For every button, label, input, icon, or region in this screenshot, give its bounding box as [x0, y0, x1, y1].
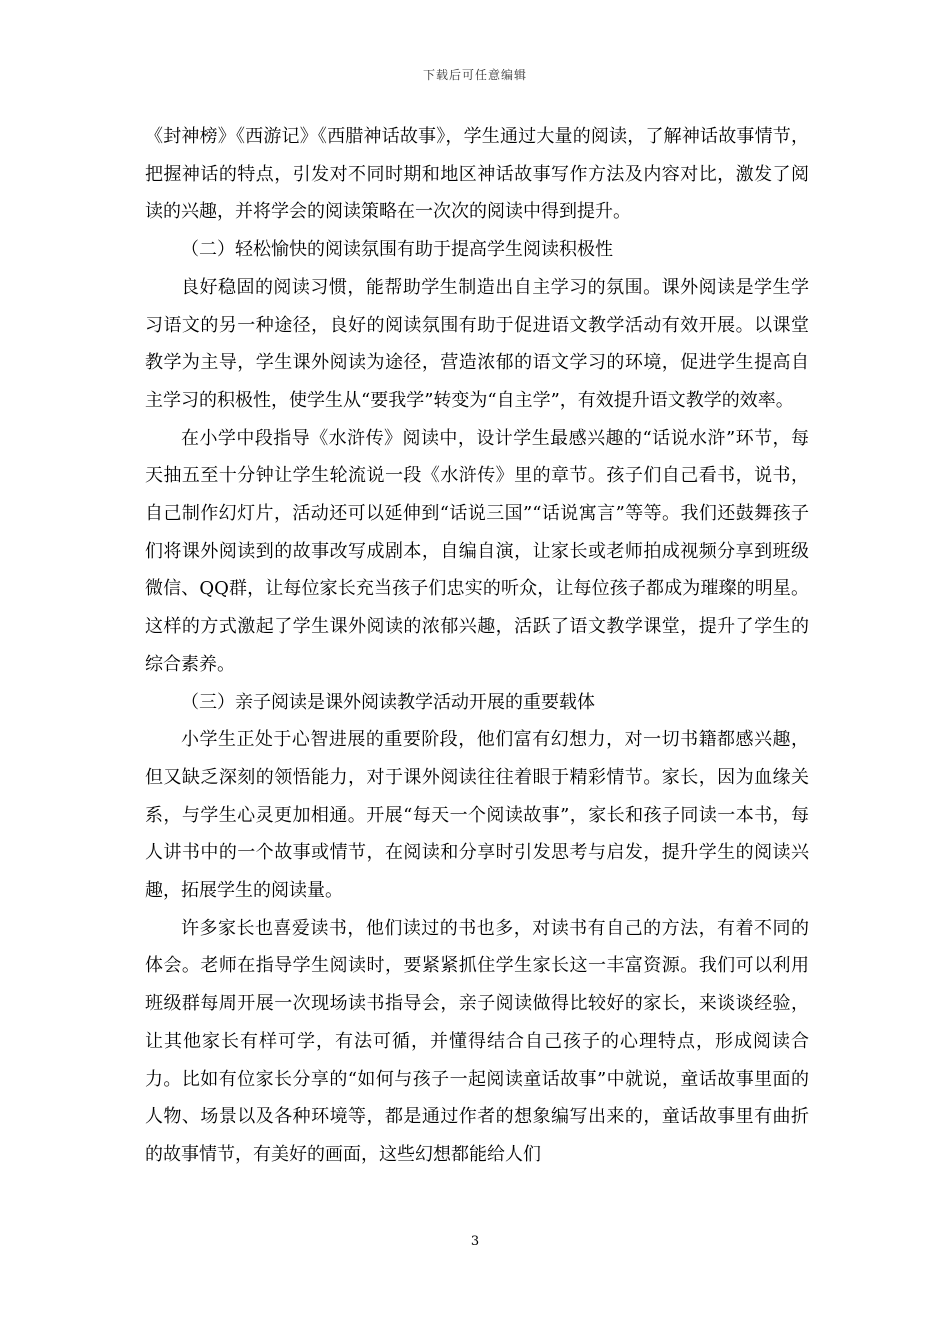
page-number: 3	[470, 1234, 480, 1249]
paragraph-continuation: 《封神榜》《西游记》《西腊神话故事》，学生通过大量的阅读，了解神话故事情节，把握神话的特点，引发对不同时期和地区神话故事写作方法及内容对比，激发了阅读的兴趣，并将学会的阅读策略在一次次的阅读中得到提升。	[145, 126, 809, 223]
section-heading-2: （二）轻松愉快的阅读氛围有助于提高学生阅读积极性	[181, 239, 613, 261]
document-body	[145, 118, 809, 1174]
page-header: 下载后可任意编辑	[422, 68, 527, 82]
paragraph: 良好稳固的阅读习惯，能帮助学生制造出自主学习的氛围。课外阅读是学生学习语文的另一种途径，良好的阅读氛围有助于促进语文教学活动有效开展。以课堂教学为主导，学生课外阅读为途径，营造浓郁的语文学习的环境，促进学生提高自主学习的积极性，使学生从“要我学”转变为“自主学”，有效提升语文教学的效率。	[145, 276, 809, 411]
paragraph: 许多家长也喜爱读书，他们读过的书也多，对读书有自己的方法，有着不同的体会。老师在指导学生阅读时，要紧紧抓住学生家长这一丰富资源。我们可以利用班级群每周开展一次现场读书指导会，亲子阅读做得比较好的家长，来谈谈经验，让其他家长有样可学，有法可循，并懂得结合自己孩子的心理特点，形成阅读合力。比如有位家长分享的“如何与孩子一起阅读童话故事”中就说，童话故事里面的人物、场景以及各种环境等，都是通过作者的想象编写出来的，童话故事里有曲折的故事情节，有美好的画面，这些幻想都能给人们	[145, 917, 809, 1165]
paragraph: 在小学中段指导《水浒传》阅读中，设计学生最感兴趣的“话说水浒”环节，每天抽五至十分钟让学生轮流说一段《水浒传》里的章节。孩子们自己看书，说书，自己制作幻灯片，活动还可以延伸到“话说三国”“话说寓言”等等。我们还鼓舞孩子们将课外阅读到的故事改写成剧本，自编自演，让家长或老师拍成视频分享到班级微信、QQ群，让每位家长充当孩子们忠实的听众，让每位孩子都成为璀璨的明星。这样的方式激起了学生课外阅读的浓郁兴趣，活跃了语文教学课堂，提升了学生的综合素养。	[145, 427, 809, 675]
section-heading-3: （三）亲子阅读是课外阅读教学活动开展的重要载体	[181, 691, 595, 713]
paragraph: 小学生正处于心智进展的重要阶段，他们富有幻想力，对一切书籍都感兴趣，但又缺乏深刻的领悟能力，对于课外阅读往往着眼于精彩情节。家长，因为血缘关系，与学生心灵更加相通。开展“每天一个阅读故事”，家长和孩子同读一本书，每人讲书中的一个故事或情节，在阅读和分享时引发思考与启发，提升学生的阅读兴趣，拓展学生的阅读量。	[145, 729, 809, 902]
